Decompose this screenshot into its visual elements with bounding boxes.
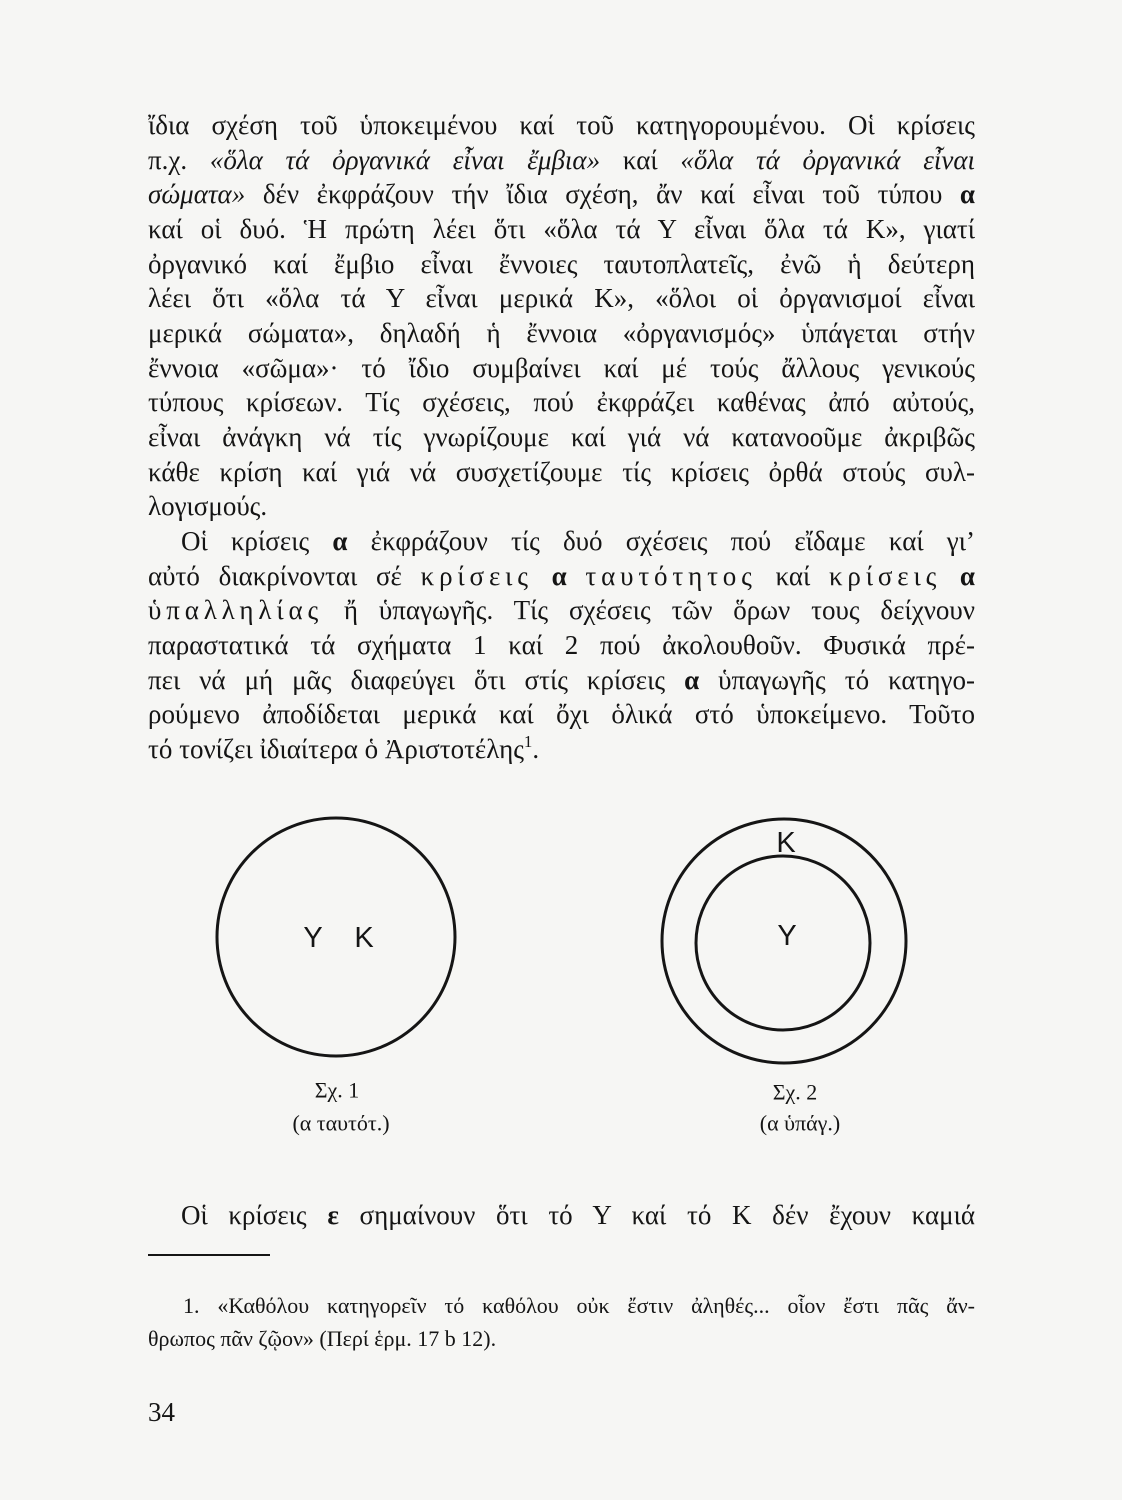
- text-run: τό τονίζει ἰδιαίτερα ὁ Ἀριστοτέλης: [148, 733, 524, 764]
- body-line: [148, 559, 975, 594]
- figure-2-predicate-label: Κ: [776, 827, 796, 859]
- figure-1-subject-label: Υ: [303, 922, 323, 954]
- footnote-text: «Καθόλου κατηγορεῖν τό καθόλου οὐκ ἔστιν ἀληθές... οἷον ἔστι πᾶς ἄν-: [217, 1293, 975, 1318]
- figure-2-caption: (α ὑπάγ.): [759, 1110, 841, 1136]
- footnote-line: θρωπος πᾶν ζῷον» (Περί ἑρμ. 17 b 12).: [148, 1326, 497, 1351]
- footnote-marker: 1.: [183, 1293, 200, 1318]
- figure-2-subject-label: Υ: [777, 920, 797, 952]
- body-line: τύπους κρίσεων. Τίς σχέσεις, πού ἐκφράζει καθένας ἀπό αὐτούς,: [148, 387, 975, 418]
- text-run: αὐτό διακρίνονται σέ: [148, 560, 421, 591]
- figure-1-number: Σχ. 1: [314, 1077, 360, 1103]
- figure-1-caption: (α ταυτότ.): [292, 1110, 390, 1136]
- body-line: καί οἱ δυό. Ἡ πρώτη λέει ὅτι «ὅλα τά Υ εἶναι ὅλα τά Κ», γιατί: [148, 213, 975, 244]
- text-run: Οἱ κρίσεις: [181, 1200, 328, 1230]
- body-line: ἴδια σχέση τοῦ ὑποκειμένου καί τοῦ κατηγορουμένου. Οἱ κρίσεις: [148, 110, 975, 140]
- quoted-proposition: σώματα»: [148, 179, 246, 210]
- body-line: κάθε κρίση καί γιά νά συσχετίζουμε τίς κρίσεις ὀρθά στούς συλ-: [148, 456, 975, 487]
- spaced-term: κρίσεις: [420, 560, 533, 591]
- body-line: [148, 1198, 975, 1233]
- spaced-term: ὑπαλληλίας: [148, 595, 324, 626]
- body-line: [148, 177, 975, 212]
- text-run: ἐκφράζουν τίς δυό σχέσεις πού εἴδαμε καί γι’: [347, 525, 975, 556]
- body-line: ὀργανικό καί ἔμβιο εἶναι ἔννοιες ταυτοπλατεῖς, ἐνῶ ἡ δεύτερη: [148, 248, 975, 279]
- body-line: λογισμούς.: [148, 491, 268, 522]
- judgment-type-letter: ε: [327, 1200, 339, 1230]
- judgment-type-letter: α: [332, 525, 348, 556]
- footnote-line: [148, 1289, 975, 1322]
- figure-1-circle: [217, 818, 455, 1056]
- footnote: [148, 1289, 975, 1355]
- text-run: [941, 561, 960, 591]
- text-run: ἤ ὑπαγωγῆς. Τίς σχέσεις τῶν ὅρων τους δείχνουν: [323, 595, 975, 626]
- body-line: λέει ὅτι «ὅλα τά Υ εἶναι μερικά Κ», «ὅλοι οἱ ὀργανισμοί εἶναι: [148, 283, 975, 314]
- body-line: [148, 732, 975, 767]
- text-run: π.χ.: [148, 144, 210, 175]
- spaced-term: ταυτότητος: [585, 560, 757, 591]
- text-run: .: [532, 733, 540, 764]
- judgment-type-letter: α: [684, 664, 700, 695]
- body-line: παραστατικά τά σχήματα 1 καί 2 πού ἀκολουθοῦν. Φυσικά πρέ-: [148, 629, 975, 660]
- text-run: δέν ἐκφράζουν τήν ἴδια σχέση, ἄν καί εἶναι τοῦ τύπου: [245, 179, 960, 210]
- footnote-divider: [148, 1254, 270, 1256]
- judgment-type-letter: α: [551, 560, 567, 591]
- body-text-continued: [148, 1198, 975, 1233]
- text-run: Οἱ κρίσεις: [181, 525, 333, 556]
- text-run: πει νά μή μᾶς διαφεύγει ὅτι στίς κρίσεις: [148, 664, 685, 695]
- body-line: [148, 143, 975, 178]
- quoted-proposition: «ὅλα τά ὀργανικά εἶναι: [680, 144, 975, 175]
- figure-2-number: Σχ. 2: [772, 1079, 818, 1105]
- spaced-term: κρίσεις: [828, 560, 942, 591]
- judgment-type-letter: α: [959, 560, 975, 591]
- body-line: ἔννοια «σῶμα»· τό ἴδιο συμβαίνει καί μέ τούς ἄλλους γενικούς: [148, 352, 975, 383]
- judgment-type-letter: α: [959, 179, 975, 210]
- text-run: [567, 561, 586, 591]
- text-run: καί: [600, 144, 681, 175]
- body-line: μερικά σώματα», δηλαδή ἡ ἔννοια «ὀργανισμός» ὑπάγεται στήν: [148, 317, 975, 348]
- body-line: [148, 524, 975, 559]
- footnote-reference[interactable]: 1: [523, 731, 533, 751]
- body-line: [148, 663, 975, 698]
- body-text: [148, 108, 975, 766]
- quoted-proposition: «ὅλα τά ὀργανικά εἶναι ἔμβια»: [209, 144, 601, 175]
- figures: [0, 790, 1122, 1150]
- figure-1-predicate-label: Κ: [354, 922, 374, 954]
- text-run: ὑπαγωγῆς τό κατηγο-: [699, 664, 975, 695]
- text-run: σημαίνουν ὅτι τό Υ καί τό Κ δέν ἔχουν καμιά: [338, 1200, 975, 1230]
- body-line: ρούμενο ἀποδίδεται μερικά καί ὄχι ὁλικά στό ὑποκείμενο. Τοῦτο: [148, 699, 975, 730]
- body-line: [148, 593, 975, 628]
- body-line: εἶναι ἀνάγκη νά τίς γνωρίζουμε καί γιά νά κατανοοῦμε ἀκριβῶς: [148, 421, 975, 452]
- page-number: 34: [148, 1397, 175, 1427]
- text-run: [533, 561, 552, 591]
- text-run: καί: [756, 560, 829, 591]
